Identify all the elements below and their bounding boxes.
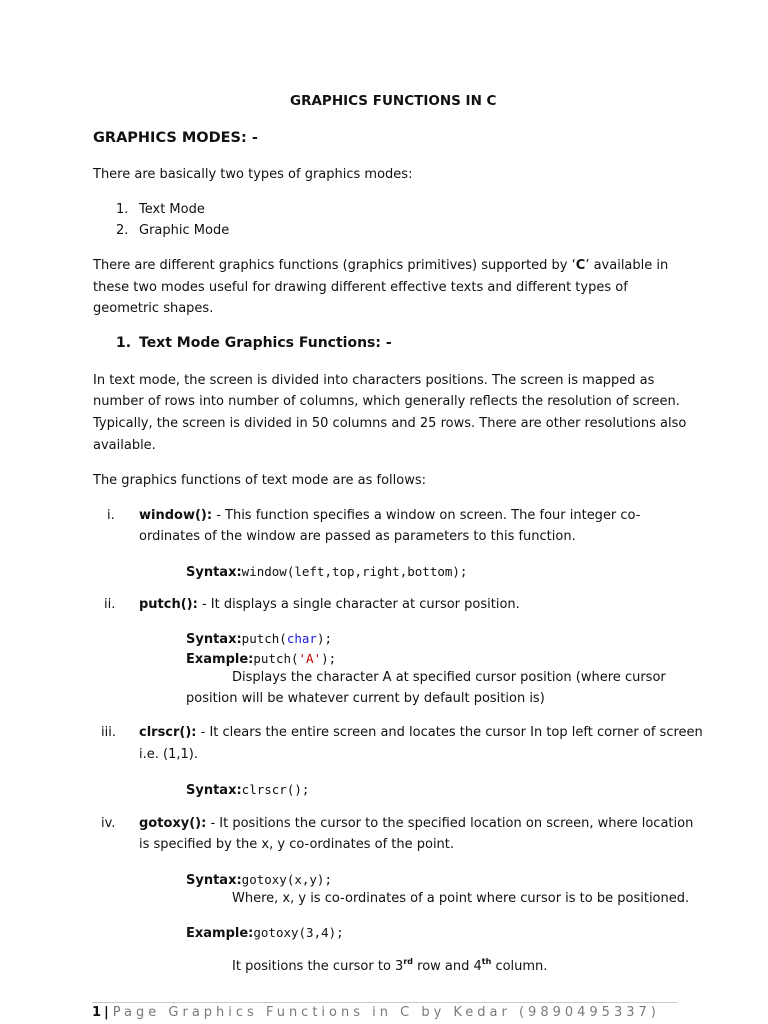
putch-func-line-1: [139, 594, 520, 616]
paragraph-2-line-2: number of rows into number of columns, which generally reflects the resolution of screen.: [93, 394, 680, 409]
para1-text-b: ’ available in: [585, 258, 669, 273]
mode-item-text-mode: Text Mode: [139, 202, 205, 217]
clrscr-func-line-1: [139, 722, 703, 744]
window-syntax: [186, 561, 467, 584]
footer-divider: [92, 1002, 677, 1003]
gotoxy-example: [186, 922, 344, 945]
window-func-line-2: ordinates of the window are passed as parameters to this function.: [139, 529, 576, 544]
page-footer: [92, 1005, 660, 1020]
clrscr-func-desc: - It clears the entire screen and locates the cursor In top left corner of screen: [196, 725, 703, 740]
clrscr-func-name: clrscr():: [139, 725, 197, 740]
subheading-text-mode-functions: Text Mode Graphics Functions: -: [139, 335, 392, 351]
gotoxy-func-desc: - It positions the cursor to the specified location on screen, where location: [206, 816, 694, 831]
putch-syntax-code-b: );: [316, 631, 332, 646]
gotoxy-func-line-2: is specified by the x, y co-ordinates of the point.: [139, 837, 455, 852]
gotoxy-func-line-1: [139, 813, 693, 835]
putch-note-line-2: position will be whatever current by default position is): [186, 691, 545, 706]
footer-page-number: 1: [92, 1005, 102, 1020]
gotoxy-example-code: gotoxy(3,4);: [253, 925, 344, 940]
paragraph-2-line-4: available.: [93, 438, 156, 453]
gotoxy-final-a: It positions the cursor to 3: [232, 959, 404, 974]
putch-func-desc: - It displays a single character at cursor position.: [197, 597, 520, 612]
list-numeral-iii: iii.: [101, 725, 116, 740]
intro-text: There are basically two types of graphics modes:: [93, 167, 413, 182]
gotoxy-final-sup-th: th: [481, 957, 492, 966]
clrscr-syntax-label: Syntax:: [186, 783, 242, 798]
list-numeral-ii: ii.: [104, 597, 116, 612]
putch-syntax-code-a: putch(: [241, 631, 287, 646]
window-syntax-code: window(left,top,right,bottom);: [241, 564, 468, 579]
footer-separator: |: [104, 1005, 109, 1020]
mode-number-1: 1.: [116, 202, 129, 217]
clrscr-syntax-code: clrscr();: [241, 782, 310, 797]
para1-text-a: There are different graphics functions (graphics primitives) supported by ‘: [93, 258, 576, 273]
clrscr-syntax: [186, 779, 309, 802]
gotoxy-func-name: gotoxy():: [139, 816, 207, 831]
paragraph-1-line-3: geometric shapes.: [93, 301, 214, 316]
gotoxy-syntax-label: Syntax:: [186, 873, 242, 888]
putch-func-name: putch():: [139, 597, 198, 612]
page-title: GRAPHICS FUNCTIONS IN C: [290, 93, 497, 109]
section-heading-graphics-modes: GRAPHICS MODES: -: [93, 130, 258, 146]
window-syntax-label: Syntax:: [186, 565, 242, 580]
putch-example-string: 'A': [298, 651, 322, 666]
gotoxy-final-text: [232, 956, 547, 978]
gotoxy-final-b: row and 4: [413, 959, 482, 974]
gotoxy-final-sup-rd: rd: [403, 957, 413, 966]
window-func-name: window():: [139, 508, 213, 523]
subheading-number: 1.: [116, 335, 132, 351]
window-func-line-1: [139, 505, 640, 527]
window-func-desc: - This function specifies a window on screen. The four integer co-: [212, 508, 641, 523]
paragraph-3: The graphics functions of text mode are as follows:: [93, 473, 427, 488]
footer-text: Page Graphics Functions in C by Kedar (9890495337): [112, 1005, 660, 1020]
gotoxy-where-text: Where, x, y is co-ordinates of a point where cursor is to be positioned.: [232, 891, 690, 906]
gotoxy-final-c: column.: [491, 959, 548, 974]
putch-example-label: Example:: [186, 652, 254, 667]
clrscr-func-line-2: i.e. (1,1).: [139, 747, 198, 762]
mode-item-graphic-mode: Graphic Mode: [139, 223, 230, 238]
mode-number-2: 2.: [116, 223, 129, 238]
putch-example-code-b: );: [321, 651, 337, 666]
putch-note-line-1: Displays the character A at specified cursor position (where cursor: [232, 670, 666, 685]
gotoxy-example-label: Example:: [186, 926, 254, 941]
list-numeral-iv: iv.: [101, 816, 116, 831]
para1-bold-c: C: [575, 258, 586, 273]
putch-syntax-label: Syntax:: [186, 632, 242, 647]
gotoxy-syntax-code: gotoxy(x,y);: [241, 872, 332, 887]
paragraph-1-line-2: these two modes useful for drawing different effective texts and different types of: [93, 280, 628, 295]
putch-syntax-keyword: char: [286, 631, 317, 646]
paragraph-2-line-3: Typically, the screen is divided in 50 columns and 25 rows. There are other resolutions also: [93, 416, 687, 431]
paragraph-1-line-1: [93, 255, 668, 277]
putch-example-code-a: putch(: [253, 651, 299, 666]
list-numeral-i: i.: [107, 508, 115, 523]
paragraph-2-line-1: In text mode, the screen is divided into characters positions. The screen is mapped as: [93, 373, 655, 388]
